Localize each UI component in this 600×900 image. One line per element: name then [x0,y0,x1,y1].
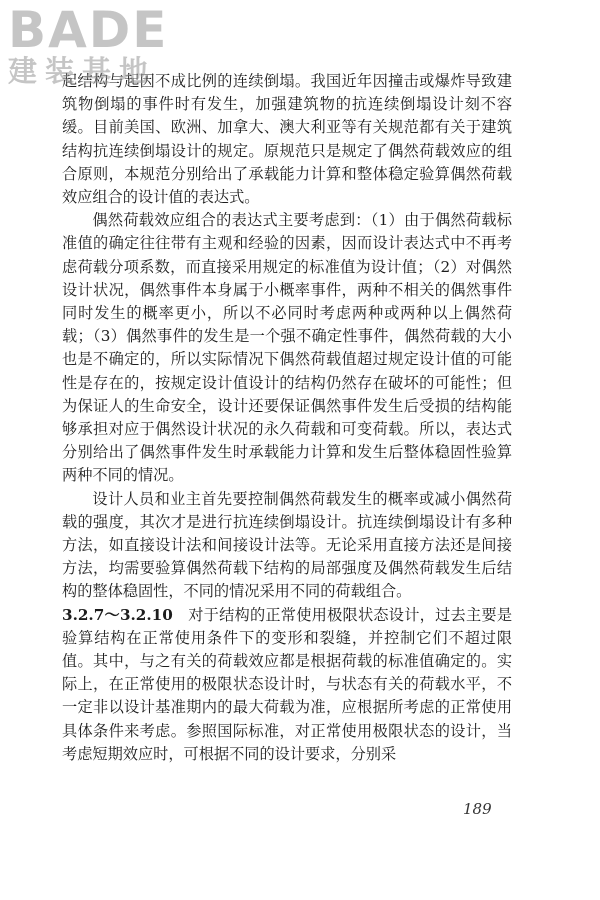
page-body [62,70,512,766]
clause-paragraph [62,604,512,766]
paragraph-combination-expression: 偶然荷载效应组合的表达式主要考虑到：（1）由于偶然荷载标准值的确定往往带有主观和经验的因素，因而设计表达式中不再考虑荷载分项系数，而直接采用规定的标准值为设计值；（2）对偶然设计状况，偶然事件本身属于小概率事件，两种不相关的偶然事件同时发生的概率更小，所以不必同时考虑两种或两种以上偶然荷载；（3）偶然事件的发生是一个强不确定性事件，偶然荷载的大小也是不确定的，所以实际情况下偶然荷载值超过规定设计值的可能性是存在的，按规定设计值设计的结构仍然存在破坏的可能性；但为保证人的生命安全，设计还要保证偶然事件发生后受损的结构能够承担对应于偶然设计状况的永久荷载和可变荷载。所以，表达式分别给出了偶然事件发生时承载能力计算和发生后整体稳固性验算两种不同的情况。 [62,211,512,485]
clause-spacer [173,606,188,624]
watermark-subtitle: 建装基地 [8,54,157,88]
watermark-logo-text: BADE [8,1,169,59]
paragraph-design-control: 设计人员和业主首先要控制偶然荷载发生的概率或减小偶然荷载的强度，其次才是进行抗连续倒塌设计。抗连续倒塌设计有多种方法，如直接设计法和间接设计法等。无论采用直接方法还是间接方法，均需要验算偶然荷载下结构的局部强度及偶然荷载发生后结构的整体稳固性，不同的情况采用不同的荷载组合。 [62,489,512,601]
clause-number: 3.2.7～3.2.10 [62,605,173,624]
clause-text: 对于结构的正常使用极限状态设计，过去主要是验算结构在正常使用条件下的变形和裂缝，并控制它们不超过限值。其中，与之有关的荷载效应都是根据荷载的标准值确定的。实际上，在正常使用的极限状态设计时，与状态有关的荷载水平，不一定非以设计基准期内的最大荷载为准，应根据所考虑的正常使用具体条件来考虑。参照国际标准，对正常使用极限状态的设计，当考虑短期效应时，可根据不同的设计要求，分别采 [62,605,513,763]
paragraph-continuation: 起结构与起因不成比例的连续倒塌。我国近年因撞击或爆炸导致建筑物倒塌的事件时有发生，加强建筑物的抗连续倒塌设计刻不容缓。目前美国、欧洲、加拿大、澳大利亚等有关规范都有关于建筑结构抗连续倒塌设计的规定。原规范只是规定了偶然荷载效应的组合原则，本规范分别给出了承载能力计算和整体稳定验算偶然荷载效应组合的设计值的表达式。 [62,72,512,207]
page-number: 189 [463,800,492,818]
